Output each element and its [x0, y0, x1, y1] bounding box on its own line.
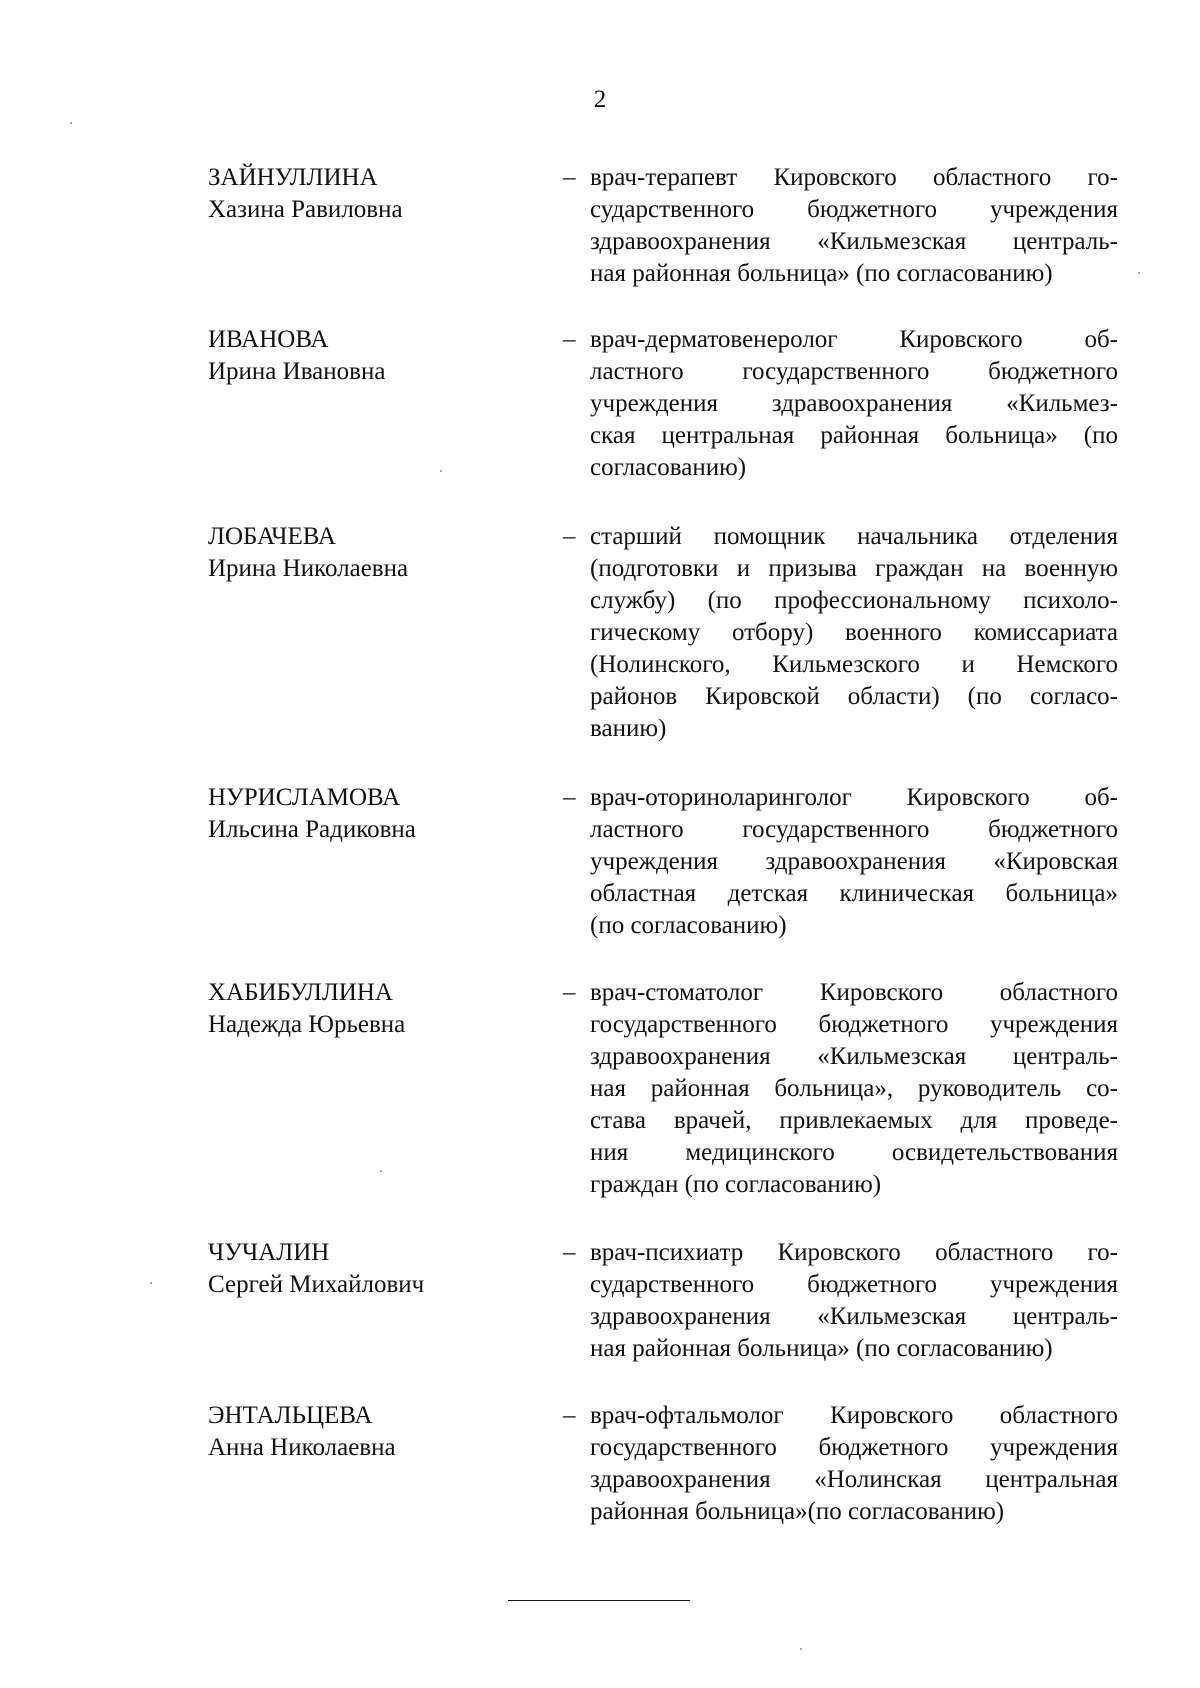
position-text-line: здравоохранения «Кильмезская централь- [590, 1303, 1118, 1330]
member-given-names: Хазина Равиловна [208, 196, 403, 223]
position-text-line: здравоохранения «Нолинская центральная [590, 1466, 1118, 1493]
position-text-line: согласованию) [590, 454, 747, 481]
entry-dash: – [563, 1239, 576, 1266]
member-name [208, 521, 538, 585]
member-position [590, 1400, 1118, 1528]
member-given-names: Надежда Юрьевна [208, 1011, 406, 1038]
closing-rule [508, 1600, 690, 1601]
scan-speck [1138, 272, 1140, 274]
member-given-names: Сергей Михайлович [208, 1271, 425, 1298]
position-text-line: ластного государственного бюджетного [590, 816, 1118, 843]
member-position [590, 162, 1118, 290]
position-text-line: районная больница»(по согласованию) [590, 1498, 1005, 1525]
scan-speck [440, 470, 442, 472]
member-surname: ЭНТАЛЬЦЕВА [208, 1402, 373, 1429]
scan-speck [70, 122, 72, 124]
position-text-line: ластного государственного бюджетного [590, 358, 1118, 385]
entry-dash: – [563, 164, 576, 191]
member-position [590, 521, 1118, 745]
position-text-line: (по согласованию) [590, 912, 787, 939]
position-text-line: учреждения здравоохранения «Кировская [590, 848, 1118, 875]
position-text-line: ная районная больница» (по согласованию) [590, 1335, 1053, 1362]
position-text-line: врач-офтальмолог Кировского областного [590, 1402, 1118, 1429]
position-text-line: сударственного бюджетного учреждения [590, 196, 1118, 223]
position-text-line: здравоохранения «Кильмезская централь- [590, 1043, 1118, 1070]
member-name [208, 1400, 538, 1464]
member-given-names: Ирина Николаевна [208, 555, 409, 582]
member-name [208, 1237, 538, 1301]
member-position [590, 1237, 1118, 1365]
position-text-line: службу) (по профессиональному психоло- [590, 587, 1118, 614]
member-surname: ЛОБАЧЕВА [208, 523, 336, 550]
member-name [208, 977, 538, 1041]
member-surname: ХАБИБУЛЛИНА [208, 979, 393, 1006]
position-text-line: гическому отбору) военного комиссариата [590, 619, 1118, 646]
position-text-line: государственного бюджетного учреждения [590, 1011, 1118, 1038]
member-surname: ЗАЙНУЛЛИНА [208, 164, 378, 191]
page-number: 2 [593, 86, 607, 113]
entry-dash: – [563, 523, 576, 550]
position-text-line: районов Кировской области) (по согласо- [590, 683, 1118, 710]
position-text-line: ная районная больница» (по согласованию) [590, 260, 1053, 287]
position-text-line: старший помощник начальника отделения [590, 523, 1118, 550]
member-surname: НУРИСЛАМОВА [208, 784, 401, 811]
scan-speck [380, 1170, 382, 1172]
position-text-line: ская центральная районная больница» (по [590, 422, 1118, 449]
position-text-line: ная районная больница», руководитель со- [590, 1075, 1118, 1102]
position-text-line: сударственного бюджетного учреждения [590, 1271, 1118, 1298]
position-text-line: государственного бюджетного учреждения [590, 1434, 1118, 1461]
member-position [590, 782, 1118, 942]
member-name [208, 324, 538, 388]
position-text-line: здравоохранения «Кильмезская централь- [590, 228, 1118, 255]
scan-speck [800, 1648, 802, 1650]
member-position [590, 324, 1118, 484]
scan-speck [150, 1282, 152, 1284]
entry-dash: – [563, 1402, 576, 1429]
member-surname: ИВАНОВА [208, 326, 329, 353]
position-text-line: ванию) [590, 715, 667, 742]
position-text-line: врач-терапевт Кировского областного го- [590, 164, 1118, 191]
position-text-line: става врачей, привлекаемых для проведе- [590, 1107, 1118, 1134]
member-surname: ЧУЧАЛИН [208, 1239, 330, 1266]
position-text-line: врач-психиатр Кировского областного го- [590, 1239, 1118, 1266]
position-text-line: врач-стоматолог Кировского областного [590, 979, 1118, 1006]
position-text-line: врач-оториноларинголог Кировского об- [590, 784, 1118, 811]
entry-dash: – [563, 784, 576, 811]
member-name [208, 782, 538, 846]
position-text-line: (подготовки и призыва граждан на военную [590, 555, 1118, 582]
position-text-line: (Нолинского, Кильмезского и Немского [590, 651, 1118, 678]
member-given-names: Ирина Ивановна [208, 358, 386, 385]
position-text-line: граждан (по согласованию) [590, 1171, 882, 1198]
member-given-names: Анна Николаевна [208, 1434, 396, 1461]
position-text-line: учреждения здравоохранения «Кильмез- [590, 390, 1118, 417]
entry-dash: – [563, 326, 576, 353]
member-name [208, 162, 538, 226]
position-text-line: врач-дерматовенеролог Кировского об- [590, 326, 1118, 353]
entry-dash: – [563, 979, 576, 1006]
position-text-line: ния медицинского освидетельствования [590, 1139, 1118, 1166]
position-text-line: областная детская клиническая больница» [590, 880, 1118, 907]
member-given-names: Ильсина Радиковна [208, 816, 416, 843]
member-position [590, 977, 1118, 1201]
